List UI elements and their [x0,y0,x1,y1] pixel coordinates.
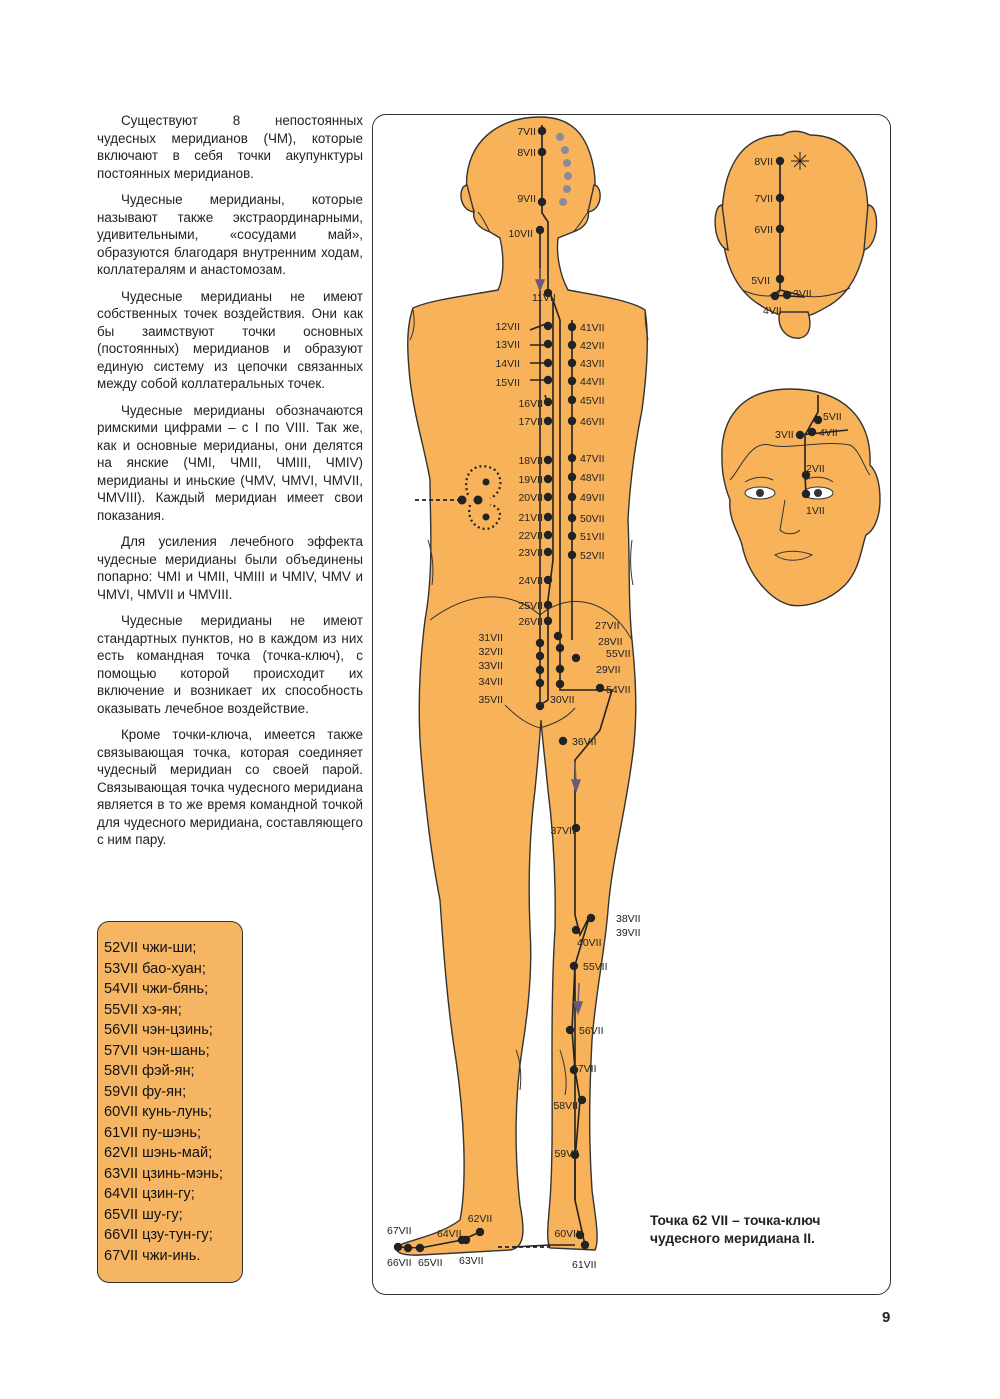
acupoint-p3 [783,291,791,299]
point-label-p17: 17VII [518,416,543,428]
point-label-p3: 3VII [793,288,812,300]
point-label-p5: 5VII [751,275,770,287]
point-label-p30: 30VII [550,694,575,706]
legend-item: 60VII кунь-лунь; [104,1104,213,1120]
legend-item: 64VII цзин-гу; [104,1186,195,1202]
acupoint-p9 [538,198,546,206]
acupoint-p47 [568,454,576,462]
acupoint-p50 [568,514,576,522]
acupoint-p62 [476,1228,484,1236]
point-label-p4: 4VII [819,427,838,439]
acupoint-p25 [544,601,552,609]
paragraph: Существуют 8 непостоянных чудесных меридианов (ЧМ), которые включают в себя точки акупунктуры постоянных меридианов. [97,113,363,181]
point-label-p31: 31VII [478,632,503,644]
acupoint-p55b [570,962,578,970]
acupoint-p7 [776,194,784,202]
acupoint-p32 [536,652,544,660]
acupoint-p64 [462,1236,470,1244]
point-label-p10: 10VII [508,228,533,240]
acupoint-p41 [568,323,576,331]
acupoint-p21 [544,513,552,521]
point-label-p13: 13VII [495,339,520,351]
acupoint-p7 [538,127,546,135]
acupoint-p33 [536,666,544,674]
point-label-p36: 36VII [572,736,597,748]
point-label-p16: 16VII [518,398,543,410]
acupoint-p56 [566,1026,574,1034]
paragraph: Чудесные меридианы, которые называют также экстраординарными, удивительными, «сосудами май», образуются благодаря внутренним ходам, коллатералям и анастомозам. [97,192,363,277]
paragraph: Чудесные меридианы обозначаются римскими цифрами – с I по VIII. Так же, как и основные меридианы, они делятся на янские (ЧМI, ЧМII, ЧМIII, ЧМIV) меридианы и иньские (ЧМV, ЧМVI, ЧМVII, ЧМVIII). Каждый меридиан имеет свои показания. [97,402,363,523]
point-label-p43: 43VII [580,358,605,370]
legend-item: 66VII цзу-тун-гу; [104,1227,213,1243]
point-label-p26: 26VII [518,616,543,628]
point-label-p49: 49VII [580,492,605,504]
acupoint-p26 [544,617,552,625]
point-label-p32: 32VII [478,646,503,658]
legend-item: 55VII хэ-ян; [104,1001,182,1018]
acupoint-p12 [544,322,552,330]
acupoint-p55a [572,654,580,662]
acupoint-p49 [568,493,576,501]
acupoint-p43 [568,359,576,367]
legend-item: 57VII чэн-шань; [104,1042,210,1059]
acupoint-p10 [536,226,544,234]
point-label-p61: 61VII [572,1259,597,1271]
acupoint-p54 [596,684,604,692]
point-label-p6: 6VII [754,224,773,236]
acupoint-p44 [568,377,576,385]
point-label-p46: 46VII [580,416,605,428]
point-label-p9: 9VII [517,193,536,205]
acupoint-p17 [544,417,552,425]
point-label-p59: 59VII [554,1148,579,1160]
point-label-p29: 29VII [596,664,621,676]
acupoint-p65 [416,1244,424,1252]
point-label-p23: 23VII [518,547,543,559]
point-label-p25: 25VII [518,600,543,612]
acupoint-p14 [544,359,552,367]
acupoint-p1 [802,490,810,498]
acupoint-p30 [556,680,564,688]
figure-caption: Точка 62 VII – точка-ключ чудесного меридиана II. [650,1213,821,1246]
acupoint-p24 [544,576,552,584]
acupoint-p5 [776,275,784,283]
acupoint-p58 [578,1096,586,1104]
acupoint-p61 [581,1241,589,1249]
point-label-p51: 51VII [580,531,605,543]
paragraph: Чудесные меридианы не имеют собственных точек воздействия. Они как бы заимствуют точки основных (постоянных) меридианов и образуют единую систему из цепочки связанных между собой коллатеральных точек. [97,288,363,391]
acupoint-p31 [536,639,544,647]
point-label-p33: 33VII [478,660,503,672]
page-number: 9 [882,1309,891,1326]
point-label-p50: 50VII [580,513,605,525]
legend-item: 58VII фэй-ян; [104,1063,195,1079]
acupoint-p40 [572,926,580,934]
acupoint-p16 [544,398,552,406]
point-label-p38: 38VII [616,913,641,925]
acupoint-p18 [544,456,552,464]
acupoint-p67 [394,1243,402,1251]
legend-item: 53VII бао-хуан; [104,960,206,977]
point-label-p47: 47VII [580,453,605,465]
acupoint-p46 [568,417,576,425]
acupoint-p52 [568,551,576,559]
point-label-p52: 52VII [580,550,605,562]
acupoint-p13 [544,340,552,348]
paragraph: Для усиления лечебного эффекта чудесные меридианы были объединены попарно: ЧМI и ЧМII, ЧМIII и ЧМIV, ЧМV и ЧМVI, ЧМVII и ЧМVIII. [97,534,363,602]
point-label-p8: 8VII [517,147,536,159]
point-label-p7: 7VII [517,126,536,138]
point-label-p1: 1VII [806,505,825,517]
legend-item: 54VII чжи-бянь; [104,981,209,997]
point-label-p34: 34VII [478,676,503,688]
acupoint-p51 [568,532,576,540]
point-label-p65: 65VII [418,1257,443,1269]
point-label-p41: 41VII [580,322,605,334]
point-label-p12: 12VII [495,321,520,333]
point-label-p35: 35VII [478,694,503,706]
point-label-p66: 66VII [387,1257,412,1269]
acupoint-p20 [544,493,552,501]
point-label-p62: 62VII [467,1213,493,1225]
acupoint-p66 [404,1244,412,1252]
acupoint-p48 [568,473,576,481]
point-label-p60: 60VII [554,1228,579,1240]
point-label-p18: 18VII [518,455,543,467]
point-label-p55a: 55VII [606,648,631,660]
acupoint-p4 [808,428,816,436]
acupoint-p8 [538,148,546,156]
acupoint-p22 [544,531,552,539]
point-label-p7: 7VII [754,193,773,205]
point-label-p14: 14VII [495,358,520,370]
acupoint-p38 [587,914,595,922]
point-label-p64: 64VII [437,1228,462,1240]
legend-item: 65VII шу-гу; [104,1206,183,1223]
head-top-view [715,131,876,338]
point-label-p5: 5VII [823,411,842,423]
point-label-p54: 54VII [606,684,631,696]
acupoint-p6 [776,225,784,233]
legend-item: 52VII чжи-ши; [104,940,197,956]
point-label-p22: 22VII [518,530,543,542]
point-label-p45: 45VII [580,395,605,407]
point-label-p11: 11VII [532,292,556,304]
point-label-p21: 21VII [518,512,543,524]
point-label-p4: 4VII [763,305,782,317]
legend-item: 62VII шэнь-май; [104,1145,213,1161]
point-label-p28: 28VII [598,636,623,648]
point-label-p42: 42VII [580,340,605,352]
legend-item: 67VII чжи-инь. [104,1247,201,1264]
acupoint-p4 [771,292,779,300]
acupoint-p42 [568,341,576,349]
point-label-p8: 8VII [754,156,773,168]
point-label-p44: 44VII [580,376,605,388]
point-label-p15: 15VII [495,377,520,389]
point-label-p55b: 55VII [583,961,608,973]
point-label-p37: 37VII [550,825,575,837]
point-label-p63: 63VII [459,1255,484,1267]
legend-item: 59VII фу-ян; [104,1083,187,1100]
point-label-p19: 19VII [518,474,543,486]
point-label-p56: 56VII [579,1025,604,1037]
acupoint-p34 [536,679,544,687]
legend-item: 61VII пу-шэнь; [104,1124,202,1141]
acupoint-p45 [568,396,576,404]
paragraph: Чудесные меридианы не имеют стандартных пунктов, но в каждом из них есть командная точка (точка-ключ), с помощью которой происходит их включение и возникает их способность оказывать лечебное воздействие. [97,613,363,716]
point-label-p48: 48VII [580,472,605,484]
point-label-p57: 57VII [572,1063,597,1075]
acupoint-p8 [776,157,784,165]
point-label-p67: 67VII [387,1225,412,1237]
acupoint-p3 [796,431,804,439]
legend-item: 56VII чэн-цзинь; [104,1022,213,1038]
acupoint-p28 [556,644,564,652]
point-label-p58: 58VII [553,1100,578,1112]
acupoint-p35 [536,702,544,710]
point-label-p24: 24VII [518,575,543,587]
acupoint-p23 [544,548,552,556]
acupoint-p5 [814,416,822,424]
point-label-p3: 3VII [775,429,794,441]
paragraph: Кроме точки-ключа, имеется также связывающая точка, которая соединяет чудесный меридиан со своей парой. Связывающая точка чудесного меридиана является в то же время командной точкой для чудесного меридиана, составляющего с ним пару. [97,727,363,847]
face-view [722,389,880,606]
acupoint-p29 [556,665,564,673]
acupoint-p19 [544,475,552,483]
point-label-p2: 2VII [806,463,825,475]
acupoint-p15 [544,376,552,384]
point-label-p39: 39VII [616,927,641,939]
acupoint-p36 [559,737,567,745]
point-label-p40: 40VII [577,937,602,949]
legend-item: 63VII цзинь-мэнь; [104,1165,223,1182]
point-label-p27: 27VII [595,620,620,632]
point-label-p20: 20VII [518,492,543,504]
acupoint-p27 [554,632,562,640]
